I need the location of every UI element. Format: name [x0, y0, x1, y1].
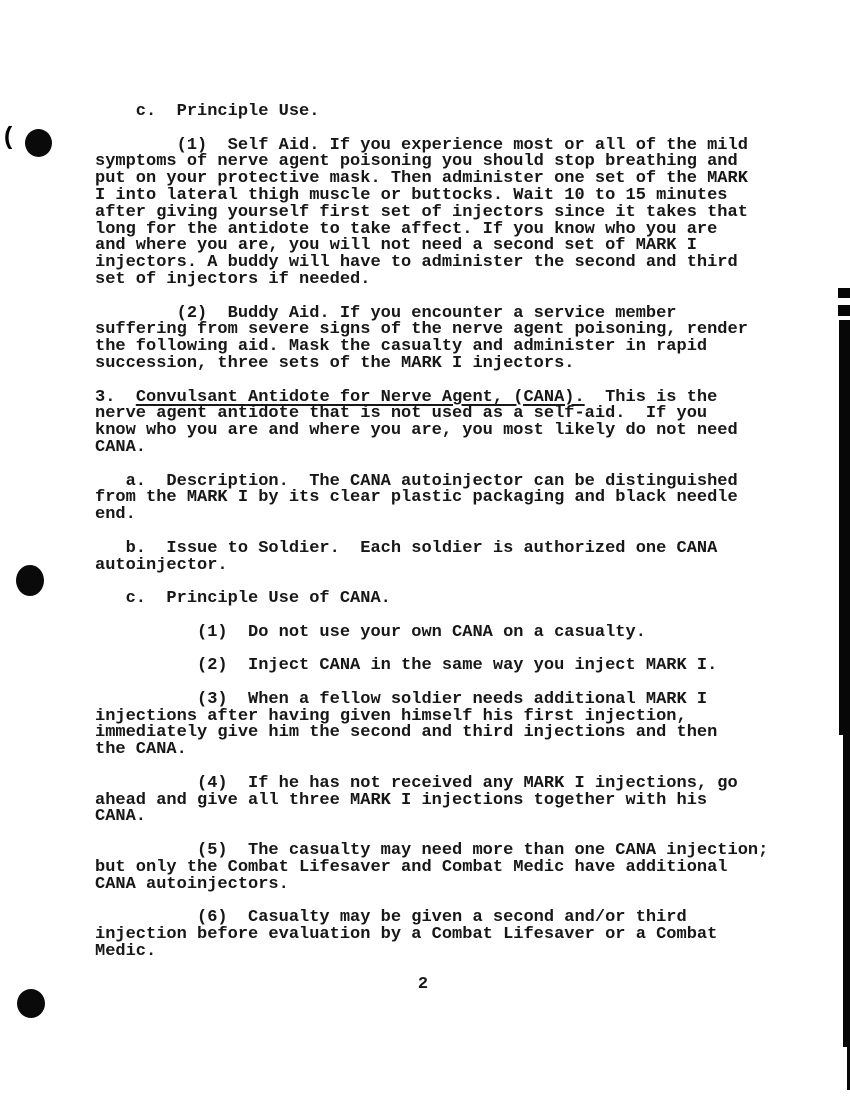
- text-line: long for the antidote to take affect. If you know who you are: [95, 219, 718, 239]
- text-line: but only the Combat Lifesaver and Combat Medic have additional: [95, 857, 728, 877]
- text-line: a. Description. The CANA autoinjector can be distinguished: [95, 471, 738, 491]
- text-line: end.: [95, 505, 136, 525]
- text-line: set of injectors if needed.: [95, 269, 371, 289]
- hole-punch-mark: [17, 989, 45, 1018]
- hole-punch-mark: [25, 129, 52, 157]
- text-line: suffering from severe signs of the nerve agent poisoning, render: [95, 320, 748, 340]
- paragraph-c-principle-use: [95, 104, 768, 121]
- scan-edge-mark: [838, 305, 850, 316]
- text-line: (6) Casualty may be given a second and/or third: [95, 908, 687, 928]
- scan-edge-bar: [839, 320, 850, 735]
- text-line: (1) Do not use your own CANA on a casualty.: [95, 622, 646, 642]
- text-line: nerve agent antidote that is not used as a self-aid. If you: [95, 404, 708, 424]
- subitem-4: [95, 773, 768, 827]
- text-line: the CANA.: [95, 740, 187, 760]
- text-line: the following aid. Mask the casualty and administer in rapid: [95, 337, 708, 357]
- text-line: put on your protective mask. Then administer one set of the MARK: [95, 169, 748, 189]
- text-line: (5) The casualty may need more than one CANA injection;: [95, 841, 769, 861]
- scan-edge-mark: [838, 288, 850, 298]
- text-line: and where you are, you will not need a second set of MARK I: [95, 236, 697, 256]
- heading-continuation: This is the: [584, 387, 718, 407]
- text-line: injections after having given himself his first injection,: [95, 706, 687, 726]
- paragraph-c-principle-use-cana: [95, 591, 768, 608]
- text-line: injectors. A buddy will have to administer the second and third: [95, 253, 738, 273]
- text-line: know who you are and where you are, you most likely do not need: [95, 421, 738, 441]
- text-line: c. Principle Use.: [95, 102, 320, 121]
- section-3-cana-heading: [95, 387, 768, 457]
- paragraph-1-self-aid: [95, 135, 768, 289]
- text-line: CANA.: [95, 807, 147, 827]
- text-line: (2) Inject CANA in the same way you inject MARK I.: [95, 656, 718, 676]
- section-number: 3.: [95, 387, 136, 407]
- hole-punch-mark: [16, 565, 44, 596]
- text-line: CANA.: [95, 437, 147, 457]
- text-line: injection before evaluation by a Combat Lifesaver or a Combat: [95, 925, 718, 945]
- text-line: (3) When a fellow soldier needs additional MARK I: [95, 689, 708, 709]
- subitem-3: [95, 689, 768, 760]
- paragraph-a-description: [95, 471, 768, 525]
- text-line: ahead and give all three MARK I injections together with his: [95, 790, 708, 810]
- text-line: I into lateral thigh muscle or buttocks. Wait 10 to 15 minutes: [95, 185, 728, 205]
- underlined-heading: Convulsant Antidote for Nerve Agent, (CANA).: [135, 387, 585, 407]
- subitem-6: [95, 910, 768, 960]
- text-line: after giving yourself first set of injectors since it takes that: [95, 202, 748, 222]
- scan-arc-mark: (: [1, 123, 17, 152]
- subitem-5: [95, 843, 768, 893]
- paragraph-2-buddy-aid: [95, 303, 768, 373]
- paragraph-b-issue: [95, 538, 768, 575]
- document-text: [95, 104, 768, 994]
- text-line: (2) Buddy Aid. If you encounter a service member: [95, 303, 677, 323]
- text-line: from the MARK I by its clear plastic packaging and black needle: [95, 488, 738, 508]
- text-line: succession, three sets of the MARK I injectors.: [95, 353, 575, 373]
- text-line: symptoms of nerve agent poisoning you should stop breathing and: [95, 152, 738, 172]
- text-line: autoinjector.: [95, 555, 228, 575]
- text-line: (4) If he has not received any MARK I injections, go: [95, 773, 738, 793]
- text-line: c. Principle Use of CANA.: [95, 589, 391, 609]
- subitem-2: [95, 658, 768, 675]
- text-line: b. Issue to Soldier. Each soldier is authorized one CANA: [95, 538, 718, 558]
- page-number: 2: [417, 975, 429, 995]
- text-line: (1) Self Aid. If you experience most or all of the mild: [95, 135, 748, 155]
- scan-edge-bar: [843, 735, 850, 1047]
- text-line: CANA autoinjectors.: [95, 874, 289, 894]
- text-line: immediately give him the second and third injections and then: [95, 723, 718, 743]
- text-line: Medic.: [95, 941, 157, 961]
- subitem-1: [95, 622, 768, 642]
